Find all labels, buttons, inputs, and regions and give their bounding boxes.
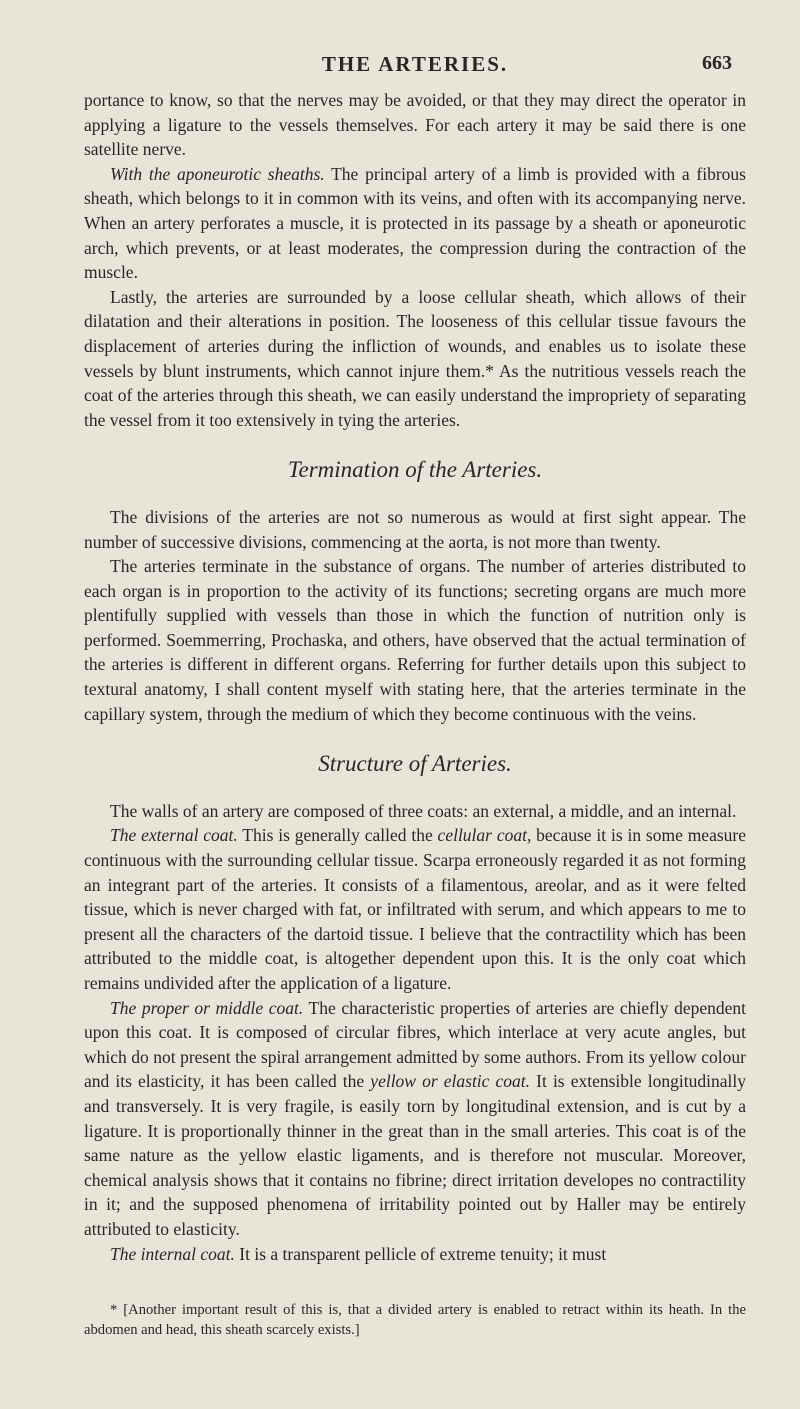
paragraph-term: cellular coat, <box>437 825 532 846</box>
paragraph-lead: With the aponeurotic sheaths. <box>110 163 325 184</box>
paragraph-lead: The internal coat. <box>110 1243 235 1264</box>
running-title: THE ARTERIES. <box>321 52 509 76</box>
paragraph-cellular-sheath: Lastly, the arteries are surrounded by a loose cellular sheath, which allows of their dilatation and their alterations in position. The looseness of this cellular tissue favours the displacement of arteries during the infliction of wounds, and enables us to isolate these vessels by blunt instruments, which cannot injure them.* As the nutritious vessels reach the coat of the arteries through this sheath, we can easily understand the impropriety of separating the vessel from it too extensively in tying the arteries. <box>84 286 746 430</box>
paragraph-lead: The proper or middle coat. <box>110 997 304 1018</box>
paragraph-terminate: The arteries terminate in the substance of organs. The number of arteries distributed to each organ is in proportion to the activity of its functions; secreting organs are much more plentifully supplied with vessels than those in which the function of nutrition only is performed. Soemmerring, Prochaska, and others, have observed that the actual termination of the arteries is different in different organs. Referring for further details upon this subject to textural anatomy, I shall content myself with stating here, that the arteries terminate in the capillary system, through the medium of which they become continuous with the veins. <box>84 556 746 724</box>
paragraph-term: yellow or elastic coat. <box>370 1071 531 1092</box>
paragraph-aponeurotic-sheaths <box>84 162 746 285</box>
paragraph-external-coat <box>84 823 746 995</box>
page-number: 663 <box>702 52 732 74</box>
page-header <box>84 52 746 82</box>
paragraph-body: The characteristic properties of arteries are chiefly dependent upon this coat. It is composed of circular fibres, which interlace at very acute angles, but which do not present the spiral arrangement admitted by some authors. From its yellow colour and its elasticity, it has been called the <box>84 997 746 1092</box>
paragraph-internal-coat <box>84 1242 746 1267</box>
paragraph-divisions: The divisions of the arteries are not so numerous as would at first sight appear. The number of successive divisions, commencing at the aorta, is not more than twenty. <box>84 506 746 552</box>
paragraph-1: portance to know, so that the nerves may be avoided, or that they may direct the operator in applying a ligature to the vessels themselves. For each artery it may be said there is one satellite nerve. <box>84 90 746 160</box>
footnote: * [Another important result of this is, that a divided artery is enabled to retract within its heath. In the abdomen and head, this sheath scarcely exists.] <box>84 1302 746 1338</box>
paragraph-walls: The walls of an artery are composed of three coats: an external, a middle, and an internal. <box>110 800 737 821</box>
paragraph-lead: The external coat. <box>110 825 238 846</box>
paragraph-body: It is extensible longitudinally and transversely. It is very fragile, is easily torn by longitudinal extension, and is cut by a ligature. It is proportionally thinner in the great than in the small arteries. This coat is of the same nature as the yellow elastic ligaments, and is therefore not muscular. Moreover, chemical analysis shows that it contains no fibrine; direct irritation developes no contractility in it; and the supposed phenomena of irritability pointed out by Haller may be entirely attributed to elasticity. <box>84 1071 746 1239</box>
paragraph-body: This is generally called the <box>237 825 438 846</box>
paragraph-body: The principal artery of a limb is provided with a fibrous sheath, which belongs to it in common with its veins, and often with its accompanying nerve. When an artery perforates a muscle, it is protected in its passage by a sheath or aponeurotic arch, which prevents, or at least moderates, the compression during the contraction of the muscle. <box>84 163 746 283</box>
paragraph-middle-coat <box>84 996 746 1242</box>
body-text <box>84 88 746 1266</box>
section-heading-termination: Termination of the Arteries. <box>287 457 543 483</box>
section-heading-structure: Structure of Arteries. <box>318 751 512 777</box>
paragraph-body: because it is in some measure continuous with the surrounding cellular tissue. Scarpa erroneously regarded it as not forming an integrant part of the arteries. It consists of a filamentous, areolar, and as it were felted tissue, which is never charged with fat, or infiltrated with serum, and which appears to me to present all the characters of the dartoid tissue. I believe that the contractility which has been attributed to the middle coat, is altogether dependent upon this. It is the only coat which remains undivided after the application of a ligature. <box>84 825 746 993</box>
paragraph-body: It is a transparent pellicle of extreme tenuity; it must <box>234 1243 607 1264</box>
